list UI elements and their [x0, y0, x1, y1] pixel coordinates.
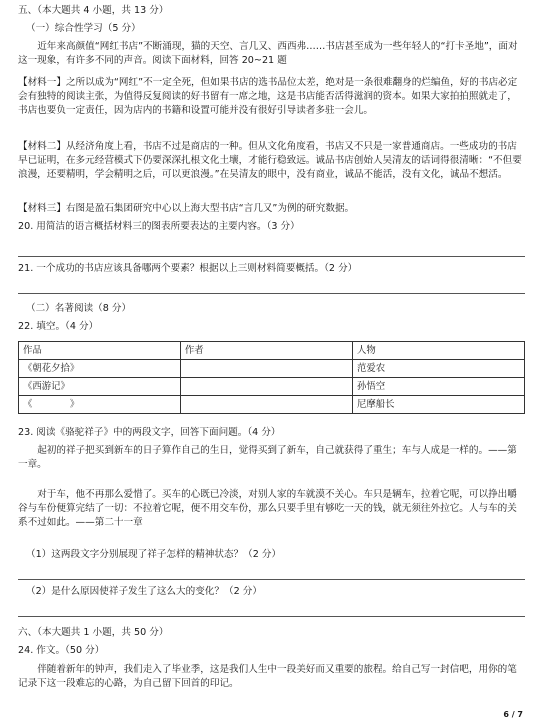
fill-in-table [18, 341, 525, 414]
question-23-2: （2）是什么原因使祥子发生了这么大的变化？（2 分） [26, 586, 262, 597]
excerpt-2: 对于车，他不再那么爱惜了。买车的心既已冷淡，对别人家的车就漠不关心。车只是辆车，拉着它呢，可以挣出嚼谷与车份便算完结了一切：不拉着它呢，便不用交车份，那么只要手里有够吃一天的钱，就无须往外拉它。人与车的关系不过如此。——第二十一章 [18, 489, 517, 528]
table-cell: 尼摩船长 [352, 396, 524, 414]
section-5-title: 五、（本大题共 4 小题，共 13 分） [18, 5, 169, 16]
answer-line-20[interactable] [18, 256, 525, 257]
table-cell: 《朝花夕拾》 [19, 360, 181, 378]
question-21: 21. 一个成功的书店应该具备哪两个要素？根据以上三则材料简要概括。（2 分） [18, 263, 358, 274]
answer-line-23-1[interactable] [18, 579, 525, 580]
table-answer-cell[interactable]: 《 》 [19, 396, 181, 414]
excerpt-1: 起初的祥子把买到新车的日子算作自己的生日，觉得买到了新车，自己就获得了重生；车与人成是一样的。——第一章。 [18, 445, 517, 470]
material-3: 【材料三】右图是盈石集团研究中心以上海大型书店“言几又”为例的研究数据。 [18, 203, 355, 214]
table-cell: 范爱农 [352, 360, 524, 378]
table-row [19, 378, 525, 396]
material-2: 【材料二】从经济角度上看，书店不过是商店的一种。但从文化角度看，书店又不只是一家普通商店。一些成功的书店早已证明，在多元经营模式下仍要深深扎根文化土壤，才能行稳致远。诚品书店创始人吴清友的话词得很清晰：“不但要浪漫，还要精明，学会精明之后，可以更浪漫。”在吴清友的眼中，没有商业，诚品不能活，没有文化，诚品不想活。 [18, 141, 522, 180]
material-1: 【材料一】之所以成为“网红”不一定全死，但如果书店的选书品位太差，绝对是一条很难翻身的烂编鱼，好的书店必定会有独特的阅读主张，为值得反复阅读的好书留有一席之地，这是书店能否活得滋润的资本。如果大家拍拍照就走了，书店也要负一定责任，因为店内的书籍和设置可能并没有很好引导读者多驻一会儿。 [18, 77, 518, 116]
table-header-cell: 作品 [19, 342, 181, 360]
table-cell: 孙悟空 [352, 378, 524, 396]
question-23-1: （1）这两段文字分别展现了祥子怎样的精神状态？（2 分） [26, 549, 282, 560]
table-answer-cell[interactable] [180, 396, 352, 414]
question-20: 20. 用简洁的语言概括材料三的图表所要表达的主要内容。（3 分） [18, 221, 300, 232]
table-cell: 《西游记》 [19, 378, 181, 396]
subsection-2-title: （二）名著阅读（8 分） [26, 303, 132, 314]
table-answer-cell[interactable] [180, 378, 352, 396]
table-header-row [19, 342, 525, 360]
table-header-cell: 人物 [352, 342, 524, 360]
table-answer-cell[interactable] [180, 360, 352, 378]
question-24: 24. 作文。（50 分） [18, 645, 105, 656]
question-22: 22. 填空。（4 分） [18, 321, 99, 332]
answer-line-23-2[interactable] [18, 616, 525, 617]
table-row [19, 396, 525, 414]
subsection-1-title: （一）综合性学习（5 分） [26, 23, 141, 34]
essay-prompt: 伴随着新年的钟声，我们走入了毕业季，这是我们人生中一段美好而又重要的旅程。给自己写一封信吧，用你的笔记录下这一段难忘的心路，为自己留下回首的印记。 [18, 664, 517, 689]
page-number: 6 / 7 [503, 710, 523, 720]
table-header-cell: 作者 [180, 342, 352, 360]
answer-line-21[interactable] [18, 293, 525, 294]
table-row [19, 360, 525, 378]
section-6-title: 六、（本大题共 1 小题，共 50 分） [18, 627, 169, 638]
question-23: 23. 阅读《骆驼祥子》中的两段文字，回答下面问题。（4 分） [18, 427, 281, 438]
intro-paragraph: 近年来高颜值“网红书店”不断涌现，猫的天空、言几又、西西弗……书店甚至成为一些年轻人的“打卡圣地”，面对这一现象，有许多不同的声音。阅读下面材料，回答 20~21 题 [18, 41, 518, 66]
